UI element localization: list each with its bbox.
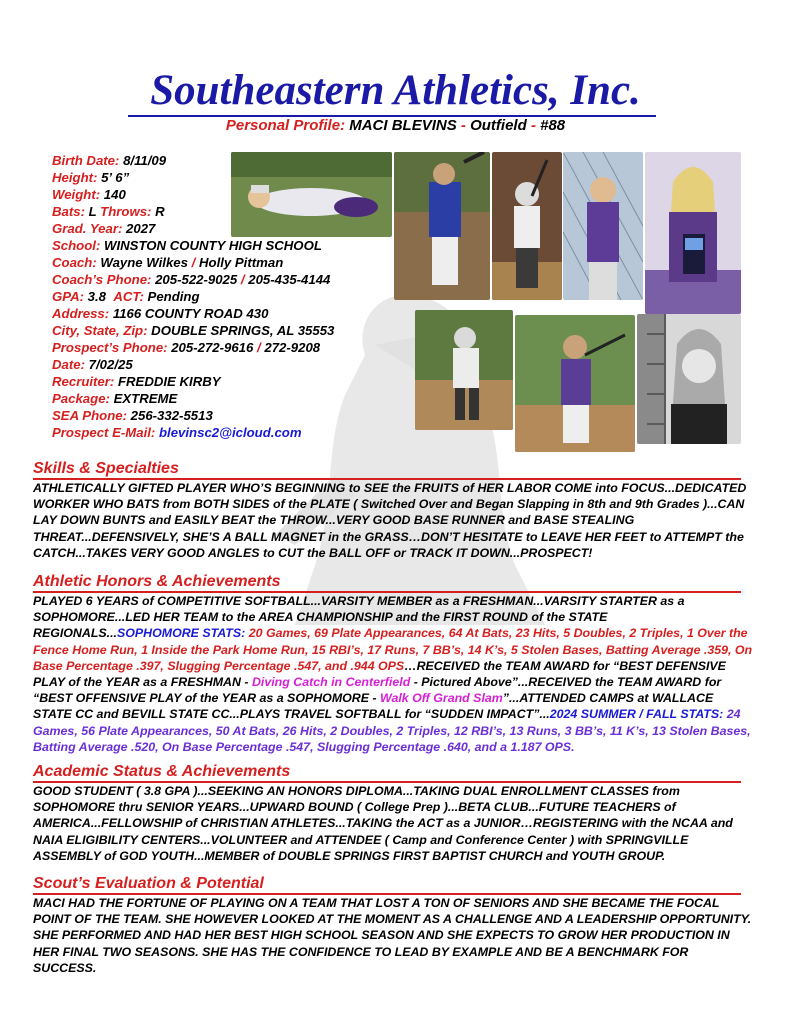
summer-fall-stats: 24 Games, 56 Plate Appearances, 50 At Bats, 26 Hits, 2 Doubles, 2 Triples, 12 RBI’s, 13 Runs, 3 BB’s, 11 K’s, 13 Stolen Bases, Batting Average .520, On Base Percentage .547, Slugging Percentage .640, and a 1.187 OPS. [33,707,751,754]
diving-catch-highlight: Diving Catch in Centerfield [251,675,411,690]
photo-uniform-fence [563,152,643,300]
coach-phone-row: Coach’s Phone: 205-522-9025 / 205-435-4144 [52,272,331,287]
date-row: Date: 7/02/25 [52,357,133,372]
photo-batting-left [394,152,490,300]
sophomore-stats: 20 Games, 69 Plate Appearances, 64 At Bats, 23 Hits, 5 Doubles, 2 Triples, 1 Over the Fence Home Run, 1 Inside the Park Home Run, 15 RBI’s, 17 Runs, 7 BB’s, 14 K’s, 5 Stolen Bases, Batting Average .359, On Base Percentage .397, Slugging Percentage .547, and .944 OPS [33,626,753,673]
email-link[interactable]: blevinsc2@icloud.com [159,425,302,440]
grand-slam-highlight: Walk Off Grand Slam [380,691,503,706]
school-row: School: WINSTON COUNTY HIGH SCHOOL [52,238,322,253]
page-title: Southeastern Athletics, Inc. [150,67,641,114]
subtitle-dash: - [460,117,466,134]
photo-swing-follow-through [515,315,635,452]
skills-heading: Skills & Specialties [33,460,179,477]
athletic-heading: Athletic Honors & Achievements [33,573,281,590]
scout-text: MACI HAD THE FORTUNE OF PLAYING ON A TEAM THAT LOST A TON OF SENIORS AND SHE BECAME THE FOCAL POINT OF THE TEAM. SHE HOWEVER LOOKED AT THE MOMENT AS A CHALLENGE AND A LEADERSHIP OPPORTUNITY. SHE PERFORMED AND HAD HER BEST HIGH SCHOOL SEASON AND SHE EXPECTS TO GROW HER PRODUCTION IN HER FINAL TWO SEASONS. SHE HAS THE CONFIDENCE TO LEAD BY EXAMPLE AND BE A BENCHMARK FOR SUCCESS. [33,896,752,975]
sophomore-stats-label: SOPHOMORE STATS: [117,626,246,641]
profile-label: Personal Profile: [225,117,346,134]
grad-year-row: Grad. Year: 2027 [52,221,156,236]
player-name: MACI BLEVINS [349,117,457,134]
height-row: Height: 5’ 6” [52,170,130,185]
subtitle-dash: - [530,117,536,134]
academic-text: GOOD STUDENT ( 3.8 GPA )...SEEKING AN HONORS DIPLOMA...TAKING DUAL ENROLLMENT CLASSES from SOPHOMORE thru SENIOR YEARS...UPWARD BOUND ( College Prep )...BETA CLUB...FUTURE TEACHERS of AMERICA...FELLOWSHIP of CHRISTIAN ATHLETES...TAKING the ACT as a JUNIOR…REGISTERING with the NCAA and NAIA ELIGIBILITY CENTERS...VOLUNTEER and ATTENDEE ( Camp and Conference Center ) with SPRINGVILLE ASSEMBLY of GOD YOUTH...MEMBER of DOUBLE SPRINGS FIRST BAPTIST CHURCH and YOUTH GROUP. [33,784,733,863]
profile-subtitle [0,117,791,135]
photo-senior-portrait [637,314,741,444]
player-number: #88 [540,117,566,134]
city-row: City, State, Zip: DOUBLE SPRINGS, AL 35553 [52,323,335,338]
gpa-act-row: GPA: 3.8 ACT: Pending [52,289,200,304]
package-row: Package: EXTREME [52,391,178,406]
skills-text: ATHLETICALLY GIFTED PLAYER WHO’S BEGINNING to SEE the FRUITS of HER LABOR COME into FOCUS...DEDICATED WORKER WHO BATS from BOTH SIDES of the PLATE ( Switched Over and Began Slapping in 8th and 9th Grades )...CAN LAY DOWN BUNTS and EASILY BEAT the THROW...VERY GOOD BASE RUNNER and BASE STEALING THREAT...DEFENSIVELY, SHE’S A BALL MAGNET in the GRASS…DON’T HESITATE to LEAVE HER FEET to ATTEMPT the CATCH...TAKES VERY GOOD ANGLES to CUT the BALL OFF or TRACK IT DOWN...PROSPECT! [33,481,747,560]
player-position: Outfield [470,117,527,134]
photo-diving-catch [231,152,392,237]
photo-batting-stance [492,152,562,300]
bats-throws-row: Bats: L Throws: R [52,204,165,219]
coach-row: Coach: Wayne Wilkes / Holly Pittman [52,255,284,270]
birth-date-row: Birth Date: 8/11/09 [52,153,167,168]
scout-heading: Scout’s Evaluation & Potential [33,875,264,892]
photo-award-trophy [645,152,741,314]
summer-fall-stats-label: 2024 SUMMER / FALL STATS: [549,707,724,722]
sea-phone-row: SEA Phone: 256-332-5513 [52,408,213,423]
academic-heading: Academic Status & Achievements [33,763,291,780]
prospect-phone-row: Prospect’s Phone: 205-272-9616 / 272-9208 [52,340,321,355]
recruiter-row: Recruiter: FREDDIE KIRBY [52,374,221,389]
address-row: Address: 1166 COUNTY ROAD 430 [52,306,269,321]
athletic-text: PLAYED 6 YEARS of COMPETITIVE SOFTBALL...VARSITY MEMBER as a FRESHMAN...VARSITY STARTER as a SOPHOMORE...LED HER TEAM to the AREA CHAMPIONSHIP and the FIRST ROUND of the STATE REGIONALS...SOPHOMORE STATS: 20 Games, 69 Plate Appearances, 64 At Bats, 23 Hits, 5 Doubles, 2 Triples, 1 Over the Fence Home Run, 1 Inside the Park Home Run, 15 RBI’s, 17 Runs, 7 BB’s, 14 K’s, 5 Stolen Bases, Batting Average .359, On Base Percentage .397, Slugging Percentage .547, and .944 OPS…RECEIVED the TEAM AWARD for “BEST DEFENSIVE PLAY of the YEAR as a FRESHMAN - Diving Catch in Centerfield - Pictured Above”...RECEIVED the TEAM AWARD for “BEST OFFENSIVE PLAY of the YEAR as a SOPHOMORE - Walk Off Grand Slam”...ATTENDED CAMPS at WALLACE STATE CC and BEVILL STATE CC...PLAYS TRAVEL SOFTBALL for “SUDDEN IMPACT”...2024 SUMMER / FALL STATS: 24 Games, 56 Plate Appearances, 50 At Bats, 26 Hits, 2 Doubles, 2 Triples, 12 RBI’s, 13 Runs, 3 BB’s, 11 K’s, 13 Stolen Bases, Batting Average .520, On Base Percentage .547, Slugging Percentage .640, and a 1.187 OPS. [33,594,753,754]
photo-base-running [415,310,513,430]
email-row: Prospect E-Mail: blevinsc2@icloud.com [52,425,302,440]
weight-row: Weight: 140 [52,187,126,202]
